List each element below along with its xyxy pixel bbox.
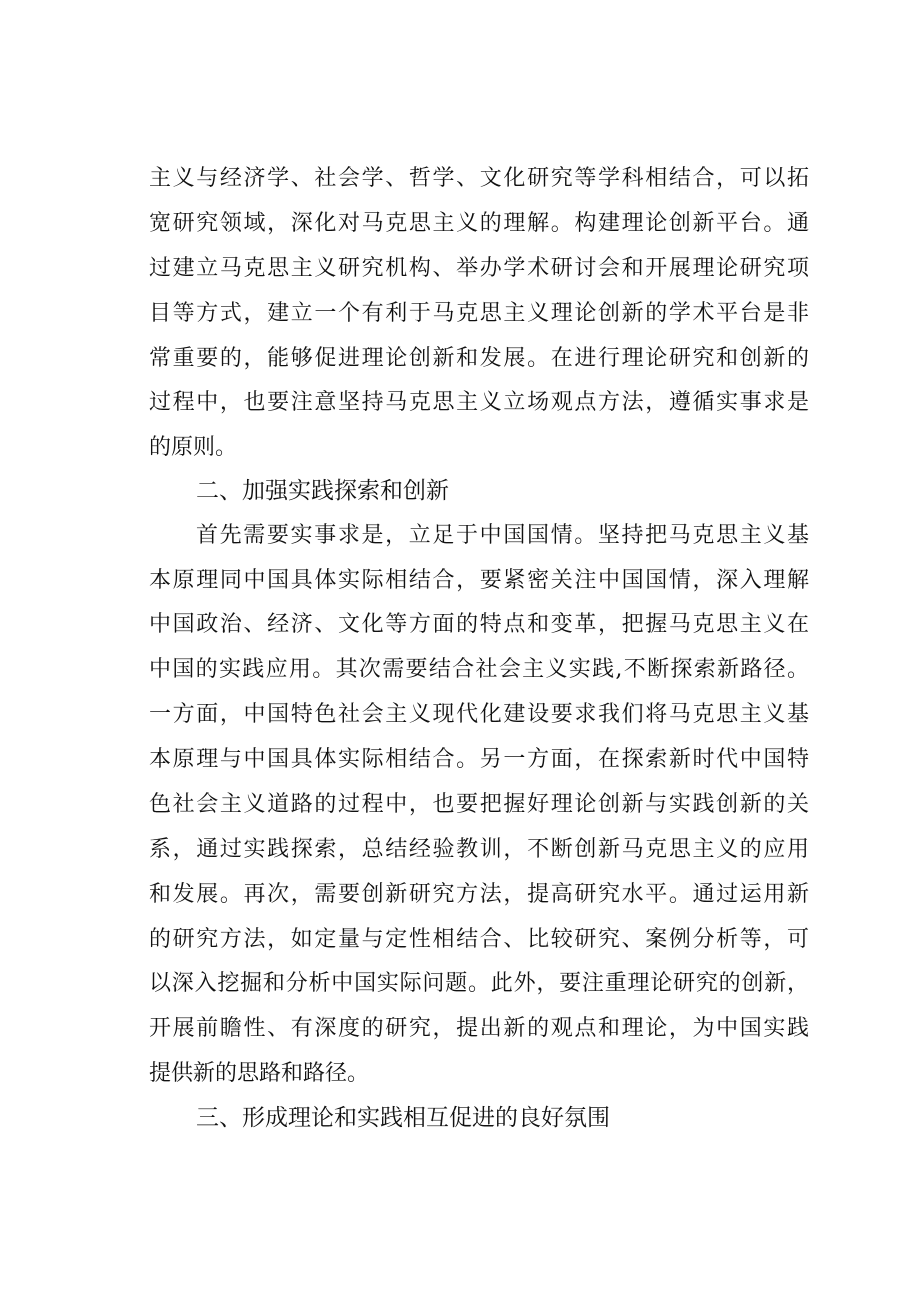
paragraph-line: 过程中，也要注意坚持马克思主义立场观点方法，遵循实事求是 bbox=[149, 390, 809, 415]
paragraph-line: 宽研究领域，深化对马克思主义的理解。构建理论创新平台。通 bbox=[149, 211, 809, 236]
paragraph-line: 开展前瞻性、有深度的研究，提出新的观点和理论，为中国实践 bbox=[149, 1016, 809, 1041]
paragraph-line: 主义与经济学、社会学、哲学、文化研究等学科相结合，可以拓 bbox=[149, 166, 809, 191]
paragraph-line: 中国政治、经济、文化等方面的特点和变革，把握马克思主义在 bbox=[149, 612, 809, 637]
paragraph-line: 色社会主义道路的过程中，也要把握好理论创新与实践创新的关 bbox=[149, 792, 809, 817]
paragraph-line: 一方面，中国特色社会主义现代化建设要求我们将马克思主义基 bbox=[149, 702, 809, 727]
paragraph-line: 过建立马克思主义研究机构、举办学术研讨会和开展理论研究项 bbox=[149, 256, 809, 281]
paragraph-line: 系，通过实践探索，总结经验教训，不断创新马克思主义的应用 bbox=[149, 837, 809, 862]
paragraph-line: 目等方式，建立一个有利于马克思主义理论创新的学术平台是非 bbox=[149, 301, 809, 326]
paragraph-line: 中国的实践应用。其次需要结合社会主义实践,不断探索新路径。 bbox=[149, 657, 809, 682]
paragraph-line: 和发展。再次，需要创新研究方法，提高研究水平。通过运用新 bbox=[149, 882, 809, 907]
section-heading-3: 三、形成理论和实践相互促进的良好氛围 bbox=[196, 1105, 610, 1131]
paragraph-line: 常重要的，能够促进理论创新和发展。在进行理论研究和创新的 bbox=[149, 346, 809, 371]
paragraph-line: 的研究方法，如定量与定性相结合、比较研究、案例分析等，可 bbox=[149, 927, 809, 952]
paragraph-line: 首先需要实事求是，立足于中国国情。坚持把马克思主义基 bbox=[196, 523, 809, 548]
section-heading-2: 二、加强实践探索和创新 bbox=[196, 478, 449, 504]
paragraph-line: 本原理同中国具体实际相结合，要紧密关注中国国情，深入理解 bbox=[149, 568, 809, 593]
paragraph-line: 以深入挖掘和分析中国实际问题。此外，要注重理论研究的创新， bbox=[149, 971, 809, 996]
paragraph-line: 提供新的思路和路径。 bbox=[149, 1061, 370, 1086]
paragraph-line: 本原理与中国具体实际相结合。另一方面，在探索新时代中国特 bbox=[149, 747, 809, 772]
paragraph-line: 的原则。 bbox=[149, 435, 238, 460]
